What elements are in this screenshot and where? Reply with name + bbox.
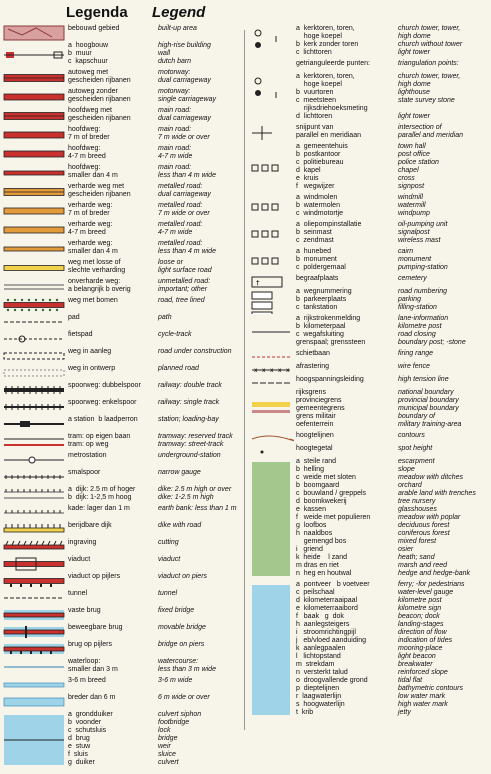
english-label: bridge on piers	[158, 641, 205, 648]
legend-row-orange-thin	[2, 240, 240, 258]
svg-text:†: †	[256, 279, 260, 287]
english-label: cutting	[158, 539, 179, 546]
landuse-symbol-icon	[248, 458, 294, 585]
legend-row-contour	[248, 432, 489, 444]
english-label: high tension line	[398, 376, 449, 383]
dutch-label: a rijkstrokenmelding b kilometerpaal c wegafsluiting grenspaal; grenssteen	[296, 315, 366, 346]
icons1-symbol-icon	[248, 143, 294, 198]
english-label: high-rise building wall dutch barn	[158, 42, 211, 65]
dutch-label: a station b laadperron	[68, 416, 138, 423]
dutch-label: hoofdweg: 4-7 m breed	[68, 145, 106, 160]
waterside-symbol-icon	[248, 581, 294, 724]
english-label: dike with road	[158, 522, 202, 529]
english-label: viaduct on piers	[158, 573, 208, 580]
legend-row-piers	[2, 641, 240, 657]
dutch-label: 3-6 m breed	[68, 677, 106, 684]
english-label: spot height	[398, 445, 433, 452]
dutch-label: a dijk: 2.5 m of hoger b dijk: 1-2,5 m hoog	[68, 486, 136, 501]
english-label: cairn monument pumping-station	[398, 248, 448, 271]
english-label: metalled road: less than 4 m wide	[158, 240, 216, 255]
english-label: oil-pumping unit signalpost wireless mast	[398, 221, 448, 244]
column-divider	[244, 30, 245, 730]
english-label: lane-information kilometre post road closing boundary post; -stone	[398, 315, 466, 346]
english-label: metalled road: 4-7 m wide	[158, 221, 203, 236]
legend-row-narrow	[2, 469, 240, 485]
svg-text:x: x	[286, 367, 290, 374]
legend-row-tram	[2, 433, 240, 451]
legend-row-waterside	[248, 581, 489, 719]
legend-row-bridge	[2, 607, 240, 623]
english-label: firing range	[398, 350, 434, 357]
legend-row-planned	[2, 365, 240, 381]
legend-row-dike	[2, 486, 240, 504]
english-label: main road: less than 4 m wide	[158, 164, 216, 179]
legend-row-kade	[2, 505, 240, 521]
dutch-label: smalspoor	[68, 469, 101, 476]
english-label: watercourse: less than 3 m wide	[158, 658, 216, 673]
dutch-label: a pontveer b voetveer c peilschaal d kilometerraaipaal e kilometerraaibord f baak g dok h aanlegsteigers i stroomrichtingpijl j eb/vloed aanduiding k aanlegpaalen l lichtopstand m strekdam n versterkt talud o droogvallende grond p dieptelijnen r laagwaterlijn s hoogwaterlijn t krib	[296, 581, 370, 716]
english-label: motorway: dual carriageway	[158, 69, 211, 84]
legend-row-station	[2, 416, 240, 432]
legend-row-spot	[248, 445, 489, 457]
legend-row-cycle	[2, 331, 240, 347]
dutch-label: ingraving	[68, 539, 97, 546]
english-label: escarpment slope meadow with ditches orchard arable land with trenches tree nursery glasshouses meadow with poplar deciduous forest coniferous forest mixed forest osier heath; sand marsh and reed hedge and hedge-bank	[398, 458, 476, 577]
dutch-label: verharde weg: 7 m of breder	[68, 202, 113, 217]
english-label: 3-6 m wide	[158, 677, 193, 684]
legend-row-unmetalled	[2, 278, 240, 296]
english-label: railway: single track	[158, 399, 220, 406]
english-label: cemetery	[398, 275, 427, 282]
dutch-label: a kerktoren, toren, hoge koepel b vuurtoren c meetsteen rijksdriehoeksmeting d lichttoren	[296, 73, 368, 120]
dutch-label: a hoogbouw b muur c kapschuur	[68, 42, 109, 65]
dutch-label: spoorweg: enkelspoor	[68, 399, 137, 406]
dutch-label: weg met bomen	[68, 297, 118, 304]
dutch-label: autoweg met gescheiden rijbanen	[68, 69, 131, 84]
legend-row-yellow	[2, 259, 240, 277]
dutch-label: kade: lager dan 1 m	[68, 505, 130, 512]
dutch-label: pad	[68, 314, 80, 321]
legend-row-dash	[2, 314, 240, 330]
legend-row-rail-double	[2, 382, 240, 398]
dutch-label: verharde weg: smaller dan 4 m	[68, 240, 118, 255]
english-label: planned road	[158, 365, 199, 372]
dutch-label: verharde weg: 4-7 m breed	[68, 221, 113, 236]
english-label: railway: double track	[158, 382, 222, 389]
english-label: metalled road: dual carriageway	[158, 183, 211, 198]
svg-text:x: x	[262, 367, 266, 374]
dutch-label: hoogtelijnen	[296, 432, 334, 439]
legend-row-hvline	[248, 376, 489, 388]
legend-row-towers2	[248, 73, 489, 123]
dutch-label: waterloop: smaller dan 3 m	[68, 658, 118, 673]
dutch-label: hoofdweg met gescheiden rijbanen	[68, 107, 131, 122]
dutch-label: a steile rand b helling c weide met sloten b boomgaard c bouwland / greppels d boomkwekerij e kassen f weide met populieren g loofbos h naaldbos gemengd bos i griend k heide l zand m dras en riet n heg en houtwal	[296, 458, 371, 577]
legend-row-red-single	[2, 145, 240, 163]
dutch-label: hoogtegetal	[296, 445, 333, 452]
dutch-label: tunnel	[68, 590, 88, 597]
english-label: main road: dual carriageway	[158, 107, 211, 122]
english-label: windmill watermill windpump	[398, 194, 430, 217]
legend-row-movbridge	[2, 624, 240, 640]
legend-row-viaduct2	[2, 573, 240, 589]
dutch-label: getrianguleerde punten:	[296, 60, 370, 67]
english-label: unmetalled road: important; other	[158, 278, 211, 293]
english-label: motorway: single carriageway	[158, 88, 216, 103]
dutch-label: a wegnummering b parkeerplaats c tankstation	[296, 288, 352, 311]
legend-row-wall	[2, 42, 240, 68]
locks-symbol-icon	[2, 711, 66, 774]
dutch-label: onverharde weg: a belangrijk b overig	[68, 278, 131, 293]
english-label: cycle-track	[158, 331, 192, 338]
legend-row-shoot	[248, 350, 489, 362]
legend-row-towers	[248, 25, 489, 59]
legend-row-orange-double	[2, 183, 240, 201]
english-label: national boundary provincial boundary municipal boundary boundary of military training-area	[398, 389, 462, 428]
legend-row-roadno	[248, 288, 489, 314]
dutch-label: tram: op eigen baan tram: op weg	[68, 433, 131, 448]
legend-row-water-m	[2, 677, 240, 693]
dutch-label: a gemeentehuis b postkantoor c politiebureau d kapel e kruis f wegwijzer	[296, 143, 348, 190]
towers-symbol-icon	[248, 25, 294, 64]
dutch-label: weg met losse of slechte verharding	[68, 259, 126, 274]
legend-row-red-single	[2, 88, 240, 106]
dutch-label: begraafplaats	[296, 275, 339, 282]
dutch-label: a kerktoren, toren, hoge koepel b kerk zonder toren c lichttoren	[296, 25, 359, 56]
legend-row-red-double	[2, 107, 240, 125]
legend-row-trees	[2, 297, 240, 313]
english-label: main road: 4-7 m wide	[158, 145, 193, 160]
dutch-label: afrastering	[296, 363, 330, 370]
english-label: built-up area	[158, 25, 197, 32]
legend-row-cross	[248, 124, 489, 142]
legend-row-red-double	[2, 69, 240, 87]
legend-row-viaduct	[2, 556, 240, 572]
english-label: loose or light surface road	[158, 259, 212, 274]
english-label: road under construction	[158, 348, 232, 355]
dutch-label: a hunebed b monument c poldergemaal	[296, 248, 346, 271]
dutch-label: rijksgrens provinciegrens gemeentegrens grens militair oefenterrein	[296, 389, 345, 428]
legend-row-landuse	[248, 458, 489, 580]
legend-row-metro	[2, 452, 240, 468]
english-label: church tower, tower, high dome church without tower light tower	[398, 25, 463, 56]
dutch-label: verharde weg met gescheiden rijbanen	[68, 183, 131, 198]
towers2-symbol-icon	[248, 73, 294, 128]
english-label: path	[158, 314, 172, 321]
legend-row-bounds	[248, 389, 489, 431]
english-label: triangulation points:	[398, 60, 459, 67]
dutch-label: hoogspanningsleiding	[296, 376, 364, 383]
legend-row-water-s	[2, 658, 240, 676]
borders-symbol-icon	[248, 315, 294, 354]
english-label: narrow gauge	[158, 469, 201, 476]
english-label: intersection of parallel and meridian	[398, 124, 463, 139]
legend-row-tunnel	[2, 590, 240, 606]
legend-row-borders	[248, 315, 489, 349]
english-label: 6 m wide or over	[158, 694, 210, 701]
english-label: main road: 7 m wide or over	[158, 126, 210, 141]
english-label: metalled road: 7 m wide or over	[158, 202, 210, 217]
english-label: town hall post office police station chapel cross signpost	[398, 143, 439, 190]
dutch-label: hoofdweg: smaller dan 4 m	[68, 164, 118, 179]
legend-row-cutting	[2, 539, 240, 555]
english-label: ferry; -for pedestrians water-level gauge kilometre post kilometre sign beacon; dock landing-stages direction of flow indication of tides mooring-place light beacon breakwater reinforced slope tidal flat bathymetric contours low water mark high water mark jetty	[398, 581, 465, 716]
dutch-label: berijdbare dijk	[68, 522, 112, 529]
english-label: station; loading-bay	[158, 416, 219, 423]
english-label: contours	[398, 432, 425, 439]
english-label: road numbering parking filling-station	[398, 288, 448, 311]
legend-row-red-thin	[2, 164, 240, 182]
english-label: wire fence	[398, 363, 430, 370]
legend-row-fence	[248, 363, 489, 375]
dutch-label: viaduct op pijlers	[68, 573, 121, 580]
dutch-label: spoorweg: dubbelspoor	[68, 382, 141, 389]
english-label: culvert siphon footbridge lock bridge weir sluice culvert	[158, 711, 202, 766]
english-label: fixed bridge	[158, 607, 195, 614]
svg-text:x: x	[278, 367, 282, 374]
legend-row-water-l	[2, 694, 240, 710]
dutch-label: schietbaan	[296, 350, 330, 357]
english-label: viaduct	[158, 556, 181, 563]
dutch-label: bebouwd gebied	[68, 25, 120, 32]
dutch-label: autoweg zonder gescheiden rijbanen	[68, 88, 131, 103]
legend-row-construct	[2, 348, 240, 364]
legend-row-rail-single	[2, 399, 240, 415]
legend-row-icons4	[248, 248, 489, 274]
english-label: earth bank: less than 1 m	[158, 505, 237, 512]
legend-title-dutch: Legenda	[66, 4, 128, 21]
legend-row-icons1	[248, 143, 489, 193]
dutch-label: weg in ontwerp	[68, 365, 116, 372]
english-label: movable bridge	[158, 624, 206, 631]
dutch-label: viaduct	[68, 556, 91, 563]
dutch-label: a grondduiker b voonder c schutsluis d brug e stuw f sluis g duiker	[68, 711, 113, 766]
dutch-label: a oliepompinstallatie b seinmast c zendmast	[296, 221, 362, 244]
svg-text:x: x	[254, 367, 258, 374]
english-label: tunnel	[158, 590, 178, 597]
legend-row-orange-single	[2, 221, 240, 239]
legend-row-icons2	[248, 194, 489, 220]
legend-row-builtup	[2, 25, 240, 41]
english-label: underground-station	[158, 452, 221, 459]
legend-row-red-single	[2, 126, 240, 144]
legend-row-locks	[2, 711, 240, 769]
english-label: tramway: reserved track tramway: street-track	[158, 433, 233, 448]
legend-row-heading	[248, 60, 489, 72]
dutch-label: brug op pijlers	[68, 641, 112, 648]
dutch-label: metrostation	[68, 452, 107, 459]
dutch-label: snijpunt van parallel en meridiaan	[296, 124, 361, 139]
legend-title-english: Legend	[152, 4, 206, 21]
legend-row-bendike	[2, 522, 240, 538]
legend-row-icons3	[248, 221, 489, 247]
dutch-label: fietspad	[68, 331, 93, 338]
legend-row-orange-single	[2, 202, 240, 220]
dutch-label: hoofdweg: 7 m of breder	[68, 126, 110, 141]
english-label: church tower, tower, high dome lighthouse state survey stone light tower	[398, 73, 461, 120]
english-label: dike: 2.5 m high or over dike: 1-2.5 m high	[158, 486, 232, 501]
dutch-label: breder dan 6 m	[68, 694, 116, 701]
dutch-label: weg in aanleg	[68, 348, 112, 355]
svg-text:x: x	[270, 367, 274, 374]
dutch-label: vaste brug	[68, 607, 101, 614]
bounds-symbol-icon	[248, 389, 294, 436]
legend-row-cemetery	[248, 275, 489, 287]
dutch-label: a windmolen b watermolen c windmotortje	[296, 194, 344, 217]
dutch-label: beweegbare brug	[68, 624, 123, 631]
english-label: road, tree lined	[158, 297, 205, 304]
